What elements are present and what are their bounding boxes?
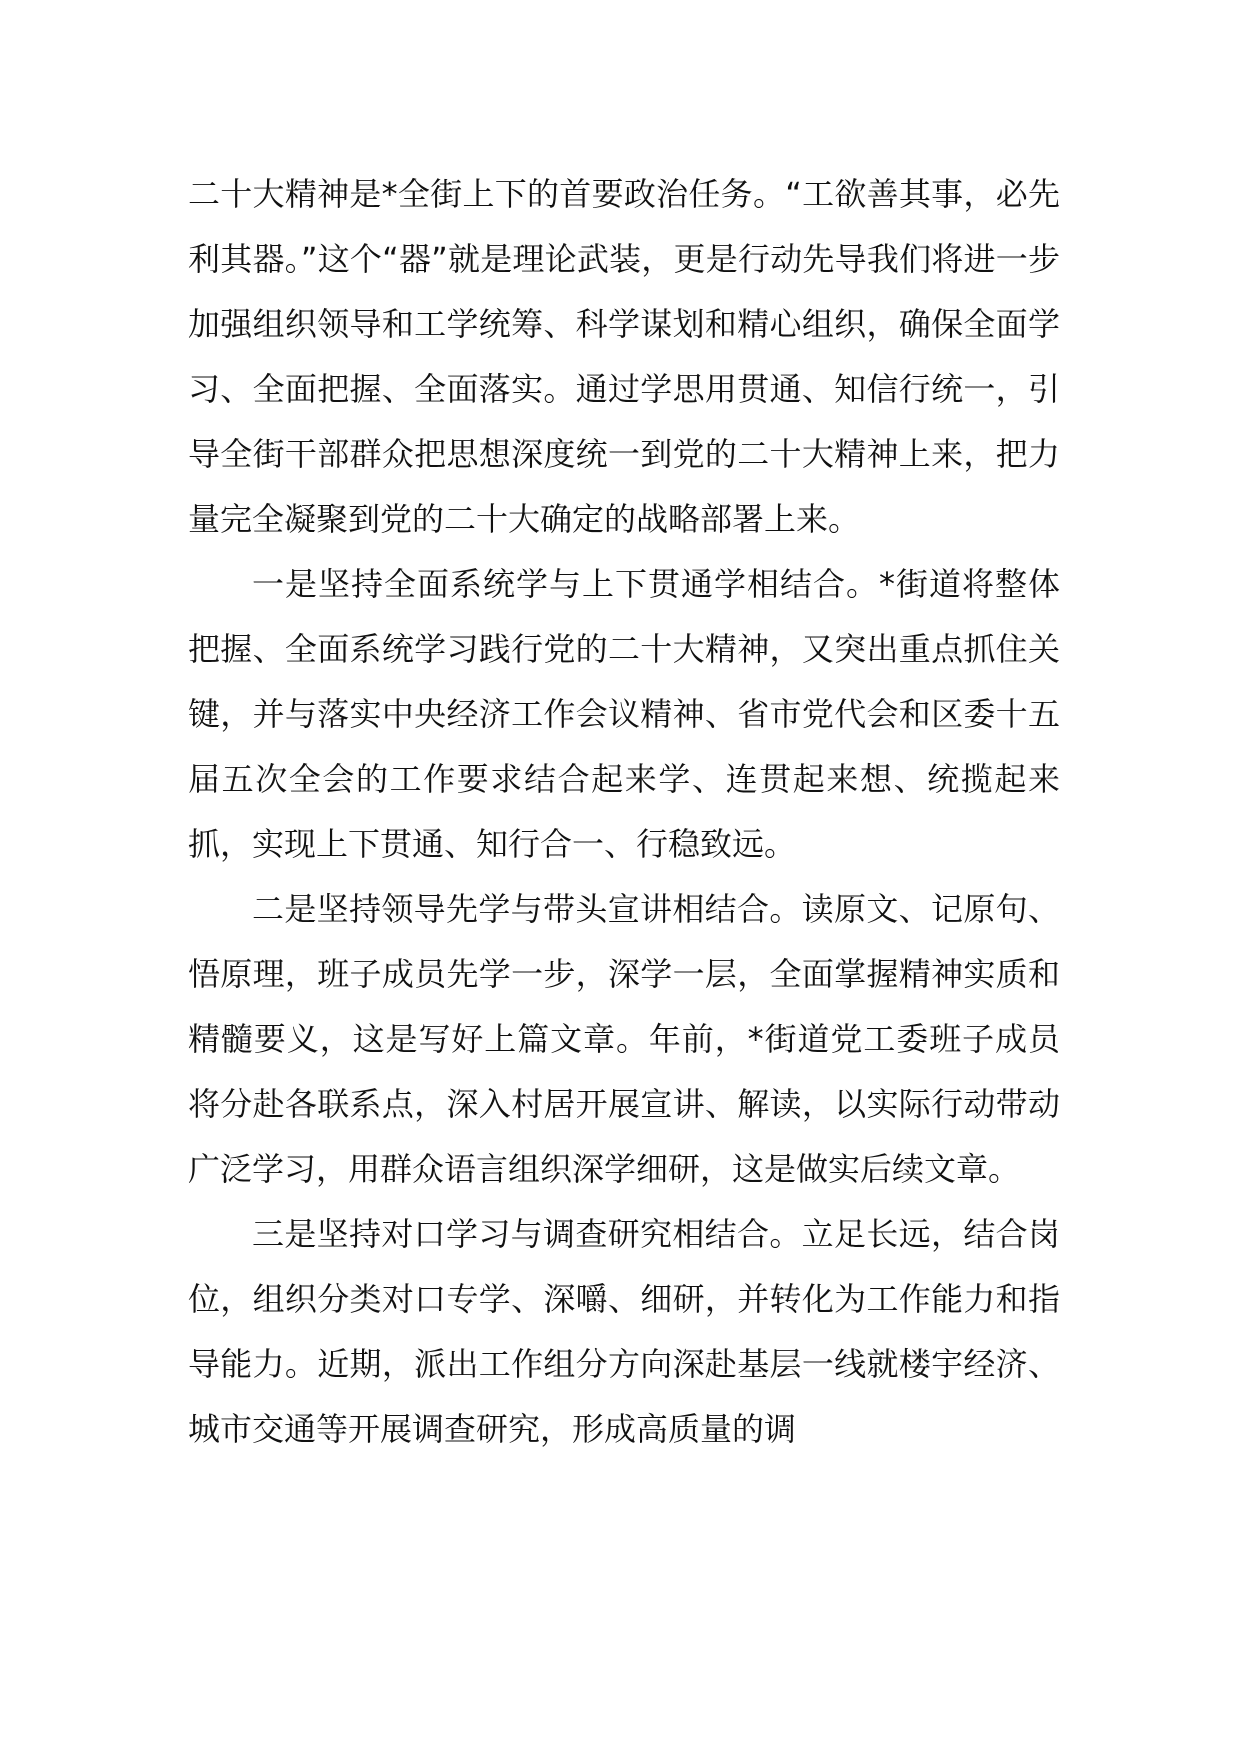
body-text [188,162,1060,1462]
paragraph-point-three: 三是坚持对口学习与调查研究相结合。立足长远，结合岗位，组织分类对口专学、深嚼、细研，并转化为工作能力和指导能力。近期，派出工作组分方向深赴基层一线就楼宇经济、城市交通等开展调查研究，形成高质量的调 [188,1215,1060,1448]
paragraph-continuation: 二十大精神是*全街上下的首要政治任务。“工欲善其事，必先利其器。”这个“器”就是理论武装，更是行动先导我们将进一步加强组织领导和工学统筹、科学谋划和精心组织，确保全面学习、全面把握、全面落实。通过学思用贯通、知信行统一，引导全街干部群众把思想深度统一到党的二十大精神上来，把力量完全凝聚到党的二十大确定的战略部署上来。 [188,175,1060,538]
paragraph-point-one: 一是坚持全面系统学与上下贯通学相结合。*街道将整体把握、全面系统学习践行党的二十大精神，又突出重点抓住关键，并与落实中央经济工作会议精神、省市党代会和区委十五届五次全会的工作要求结合起来学、连贯起来想、统揽起来抓，实现上下贯通、知行合一、行稳致远。 [188,565,1060,863]
paragraph-point-two: 二是坚持领导先学与带头宣讲相结合。读原文、记原句、悟原理，班子成员先学一步，深学一层，全面掌握精神实质和精髓要义，这是写好上篇文章。年前，*街道党工委班子成员将分赴各联系点，深入村居开展宣讲、解读，以实际行动带动广泛学习，用群众语言组织深学细研，这是做实后续文章。 [188,890,1060,1188]
